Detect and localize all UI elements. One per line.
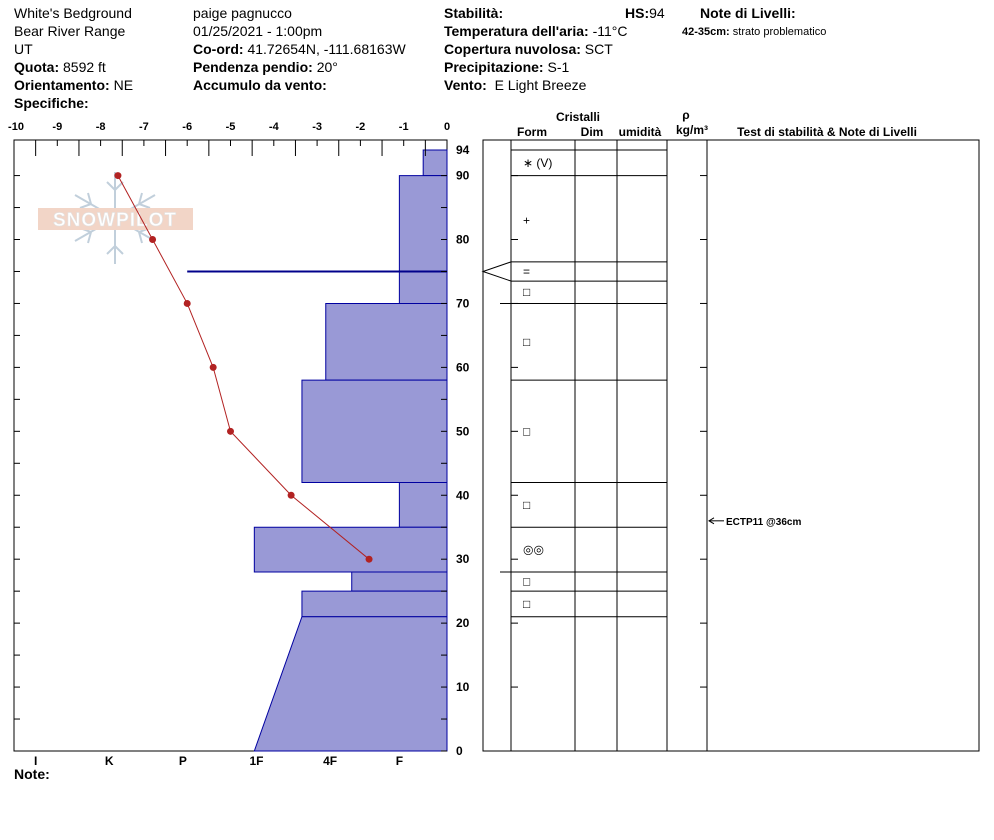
hardness-layer-bar (399, 482, 447, 527)
layer-table-frame (483, 140, 979, 751)
hardness-label: K (104, 754, 114, 768)
temperature-tick-label: -5 (225, 121, 236, 133)
coords-label: Co-ord: (193, 41, 244, 57)
stability-label: Stabilità: (444, 5, 504, 21)
air-temp-value: -11°C (592, 23, 628, 39)
elevation-label: Quota: (14, 59, 60, 75)
temperature-tick-label: -9 (52, 121, 63, 133)
rho-header: ρ (682, 108, 690, 122)
temperature-point (366, 556, 373, 563)
crystal-form-symbol: ◎◎ (523, 542, 544, 557)
hardness-label: I (33, 754, 38, 768)
temperature-tick-label: -7 (139, 121, 149, 133)
aspect-label: Orientamento: (14, 77, 110, 93)
height-tick-label: 20 (456, 616, 470, 631)
temperature-tick-label: 0 (443, 121, 451, 133)
logo-text: SNOWPILOT (52, 210, 178, 231)
height-tick-label: 90 (456, 168, 470, 183)
height-tick-label: 80 (456, 232, 470, 247)
temperature-point (210, 364, 217, 371)
temperature-tick-label: -4 (268, 121, 279, 133)
specifics-label: Specifiche: (14, 95, 89, 111)
observer-name: paige pagnucco (193, 5, 292, 21)
wind-loading-label: Accumulo da vento: (193, 77, 327, 93)
temperature-tick-label: -3 (312, 121, 322, 133)
notes-label: Note: (14, 766, 50, 782)
height-tick-label: 60 (456, 360, 470, 375)
temperature-point (149, 236, 156, 243)
height-tick-label: 0 (456, 744, 463, 758)
height-tick-label: 50 (456, 424, 470, 439)
elevation-value: 8592 ft (63, 59, 106, 75)
tests-header: Test di stabilità & Note di Livelli (737, 125, 917, 139)
stability-test-label: ECTP11 @36cm (726, 516, 802, 528)
height-tick-label: 30 (456, 552, 470, 567)
hardness-label: 4F (323, 754, 338, 768)
temperature-tick-label: -2 (355, 121, 366, 133)
hardness-layer-bar (326, 303, 447, 380)
height-tick-label: 40 (456, 488, 470, 503)
coords-value: 41.72654N, -111.68163W (247, 41, 406, 57)
hardness-layer-bar (254, 527, 447, 572)
hardness-label: P (178, 754, 187, 768)
crystal-form-symbol: □ (523, 284, 531, 299)
hardness-layer-bar (352, 572, 447, 591)
height-tick-label: 70 (456, 296, 470, 311)
temperature-tick-label: -6 (182, 121, 193, 133)
air-temp-label: Temperatura dell'aria: (444, 23, 589, 39)
temperature-point (114, 172, 121, 179)
hardness-layer-bar (423, 150, 447, 176)
temperature-point (288, 492, 295, 499)
range-name: Bear River Range (14, 23, 126, 39)
weak-layer-marker (483, 262, 511, 281)
crystal-form-symbol: □ (523, 497, 531, 512)
precip-value: S-1 (547, 59, 570, 75)
crystal-form-symbol: + (523, 213, 531, 228)
cloud-value: SCT (584, 41, 613, 57)
temperature-tick-label: -10 (8, 121, 24, 133)
temperature-tick-label: -1 (398, 121, 409, 133)
form-header: Form (517, 125, 547, 139)
hardness-layer-bar (302, 380, 447, 482)
hs-label: HS: (625, 5, 650, 21)
density-unit-header: kg/m³ (675, 123, 709, 137)
height-tick-label: 10 (456, 680, 470, 695)
wind-label: Vento: (444, 77, 487, 93)
hardness-label: 1F (249, 754, 264, 768)
observation-datetime: 01/25/2021 - 1:00pm (193, 23, 323, 39)
precip-label: Precipitazione: (444, 59, 544, 75)
hardness-label: F (395, 754, 404, 768)
crystals-header: Cristalli (555, 110, 601, 124)
wind-value: E Light Breeze (494, 77, 587, 93)
aspect-value: NE (113, 77, 134, 93)
height-tick-label: 94 (456, 143, 470, 157)
dim-header: Dim (580, 125, 604, 139)
hardness-layer-bar (302, 591, 447, 617)
hs-value: 94 (649, 5, 665, 21)
hardness-layer-bar (399, 176, 447, 304)
layer-note-text: strato problematico (732, 26, 827, 38)
state-name: UT (14, 41, 33, 57)
crystal-form-symbol: □ (523, 596, 531, 611)
temperature-point (227, 428, 234, 435)
crystal-form-symbol: □ (523, 574, 531, 589)
layer-notes-label: Note di Livelli: (700, 5, 796, 21)
slope-label: Pendenza pendio: (193, 59, 313, 75)
temperature-point (184, 300, 191, 307)
cloud-label: Copertura nuvolosa: (444, 41, 581, 57)
crystal-form-symbol: □ (523, 424, 531, 439)
slope-value: 20° (316, 59, 338, 75)
crystal-form-symbol: ∗ (V) (523, 155, 553, 170)
hardness-layer-bar (254, 617, 447, 751)
snowpilot-logo (38, 172, 193, 264)
location-name: White's Bedground (14, 5, 132, 21)
moisture-header: umidità (618, 125, 662, 139)
crystal-form-symbol: = (523, 264, 531, 279)
crystal-form-symbol: □ (523, 334, 531, 349)
layer-note-range: 42-35cm: (682, 26, 730, 38)
temperature-tick-label: -8 (95, 121, 106, 133)
